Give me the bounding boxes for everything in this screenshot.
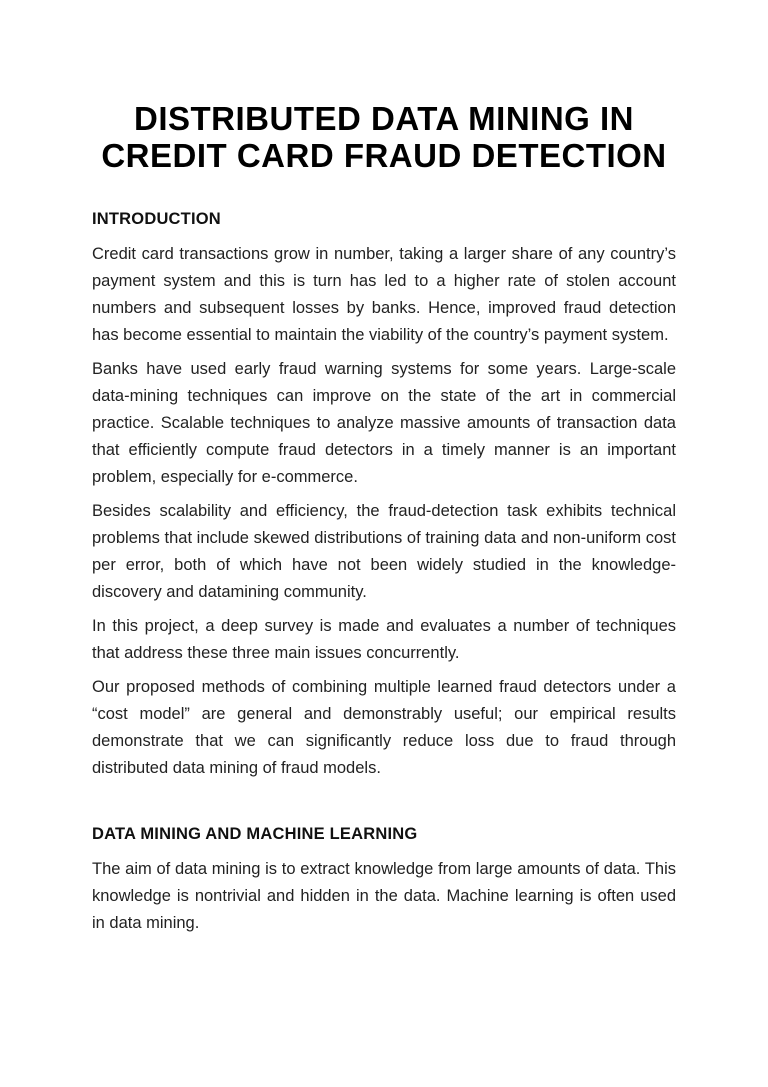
section-data-mining-and-machine-learning [92,821,676,937]
paragraph-intro-3: Besides scalability and efficiency, the fraud-detection task exhibits technical problems that include skewed distributions of training data and non-uniform cost per error, both of which have not been widely studied in the knowledge-discovery and datamining community. [92,502,676,601]
paragraph-data-mining-1: The aim of data mining is to extract knowledge from large amounts of data. This knowledge is nontrivial and hidden in the data. Machine learning is often used in data mining. [92,860,676,932]
section-heading-introduction: INTRODUCTION [92,210,221,228]
document-title-line-2: CREDIT CARD FRAUD DETECTION [101,137,667,174]
document-title-line-1: DISTRIBUTED DATA MINING IN [133,100,635,137]
section-heading-data-mining: DATA MINING AND MACHINE LEARNING [92,825,418,843]
document-title [92,100,676,174]
paragraph-intro-5: Our proposed methods of combining multiple learned fraud detectors under a “cost model” are general and demonstrably useful; our empirical results demonstrate that we can significantly reduce loss due to fraud through distributed data mining of fraud models. [92,678,676,777]
paragraph-intro-2: Banks have used early fraud warning systems for some years. Large-scale data-mining techniques can improve on the state of the art in commercial practice. Scalable techniques to analyze massive amounts of transaction data that efficiently compute fraud detectors in a timely manner is an important problem, especially for e-commerce. [92,360,676,486]
section-introduction [92,206,676,782]
paragraph-intro-4: In this project, a deep survey is made and evaluates a number of techniques that address these three main issues concurrently. [92,617,676,662]
paragraph-intro-1: Credit card transactions grow in number, taking a larger share of any country’s payment system and this is turn has led to a higher rate of stolen account numbers and subsequent losses by banks. Hence, improved fraud detection has become essential to maintain the viability of the country’s payment system. [92,245,676,344]
